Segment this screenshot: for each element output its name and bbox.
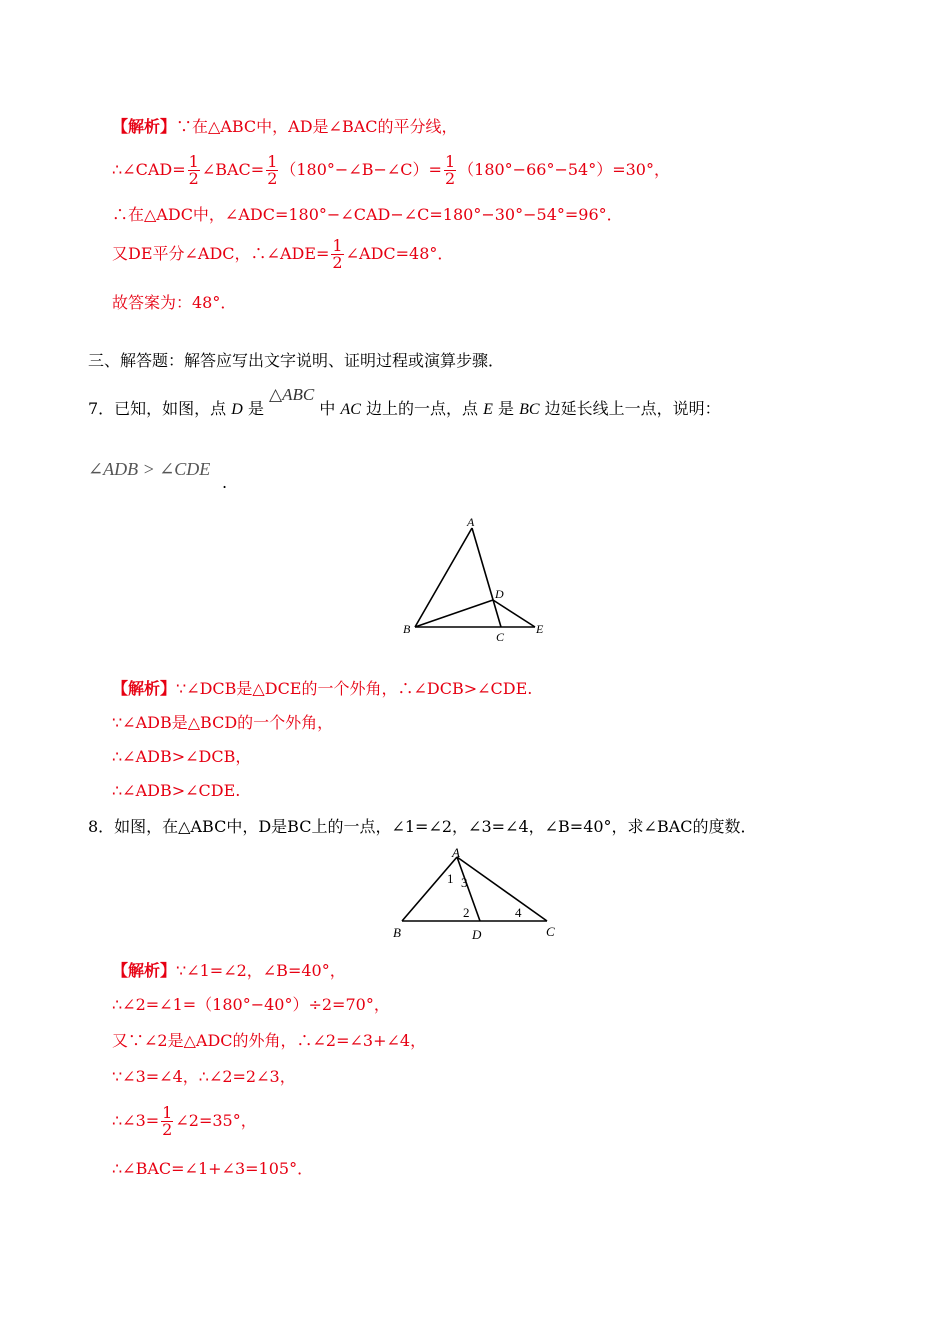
edge-ab [402, 857, 457, 921]
fraction-numerator: 1 [162, 1103, 173, 1122]
q7-sol-line1 [112, 678, 532, 700]
analysis-tag: 【解析】 [112, 117, 177, 136]
q8-question: 8．如图，在△ABC中，D是BC上的一点，∠1=∠2，∠3=∠4，∠B=40°，求∠BAC的度数． [88, 817, 757, 836]
s6-line3: ∴在△ADC中，∠ADC=180°−∠CAD−∠C=180°−30°−54°=96°． [112, 205, 623, 224]
q8-sol-line5-a: ∴∠3= [112, 1111, 160, 1130]
label-d: D [495, 587, 504, 601]
fraction-denominator: 2 [444, 169, 456, 188]
q7-triangle-figure [395, 510, 555, 650]
analysis-tag: 【解析】 [112, 961, 177, 980]
q8-sol-line5 [112, 1100, 257, 1142]
q8-sol-line2: ∴∠2=∠1=（180°−40°）÷2=70°， [112, 995, 390, 1014]
q7-point-d: D [231, 401, 243, 418]
s6-line1-text: ∵在△ABC中，AD是∠BAC的平分线， [176, 117, 458, 136]
label-a: A [452, 845, 460, 860]
label-c: C [496, 630, 505, 644]
q8-sol-line1-text: ∵∠1=∠2，∠B=40°， [176, 961, 346, 980]
q7-sol-line3: ∴∠ADB>∠DCB， [112, 747, 252, 766]
fraction [331, 238, 343, 271]
q7-triangle-abc: △ABC [269, 385, 315, 404]
q7-segment-ac: AC [340, 401, 361, 418]
q8-sol-line1 [112, 960, 346, 982]
section-heading: 三、解答题：解答应写出文字说明、证明过程或演算步骤． [88, 351, 505, 370]
fraction-numerator: 1 [332, 236, 343, 255]
label-e: E [536, 622, 544, 636]
q8-sol-line3: 又∵∠2是△ADC的外角，∴∠2=∠3+∠4， [112, 1031, 427, 1050]
angle-4-label: 4 [515, 905, 522, 920]
fraction-denominator: 2 [162, 1120, 173, 1139]
q7-text-e: 边上的一点，点 [365, 399, 478, 418]
s6-line2 [112, 150, 670, 190]
edge-ac [457, 857, 547, 921]
q7-sol-line2: ∵∠ADB是△BCD的一个外角， [112, 713, 334, 732]
s6-line2-b: ∠BAC= [201, 160, 265, 179]
q7-period: . [222, 473, 228, 492]
edge-ac [472, 528, 501, 627]
s6-line2-a: ∴∠CAD= [112, 160, 186, 179]
fraction-denominator: 2 [332, 253, 343, 272]
s6-line4-b: ∠ADC=48°． [345, 244, 454, 263]
s6-line4-a: 又DE平分∠ADC，∴∠ADE= [112, 244, 330, 263]
q8-sol-line5-b: ∠2=35°， [175, 1111, 257, 1130]
q7-sol-line1-text: ∵∠DCB是△DCE的一个外角，∴∠DCB>∠CDE. [176, 679, 533, 698]
label-d: D [472, 927, 482, 942]
label-b: B [403, 622, 411, 636]
fraction-numerator: 1 [267, 152, 278, 171]
q8-sol-line6: ∴∠BAC=∠1+∠3=105°． [112, 1159, 314, 1178]
q8-triangle-figure [390, 845, 565, 945]
fraction-numerator: 1 [188, 152, 199, 171]
fraction-numerator: 1 [444, 152, 456, 171]
fraction-denominator: 2 [188, 169, 199, 188]
s6-line2-c: （180°−∠B−∠C）= [280, 160, 442, 179]
q7-text-f: 是 [497, 399, 514, 418]
fraction [161, 1105, 173, 1138]
q8-sol-line4: ∵∠3=∠4，∴∠2=2∠3， [112, 1067, 296, 1086]
edge-ab [415, 528, 472, 627]
edge-bd [415, 600, 493, 627]
q7-sol-line4: ∴∠ADB>∠CDE. [112, 781, 241, 800]
label-a: A [467, 515, 475, 529]
fraction [444, 154, 456, 187]
angle-1-label: 1 [447, 871, 454, 886]
q7-text-b: 是 [247, 399, 264, 418]
q7-segment-bc: BC [519, 401, 540, 418]
fraction [266, 154, 278, 187]
s6-line2-d: （180°−66°−54°）=30°， [458, 160, 670, 179]
q7-question [88, 385, 721, 421]
angle-2-label: 2 [463, 905, 470, 920]
q7-point-e: E [483, 401, 493, 418]
analysis-tag: 【解析】 [112, 679, 177, 698]
q7-text-a: 7．已知，如图，点 [88, 399, 227, 418]
s6-line4 [112, 234, 453, 274]
label-b: B [393, 925, 401, 940]
q7-text-g: 边延长线上一点，说明： [544, 399, 721, 418]
fraction [188, 154, 200, 187]
s6-line1 [112, 116, 458, 138]
angle-3-label: 3 [461, 875, 468, 890]
q7-inequality: ∠ADB > ∠CDE [88, 459, 211, 479]
label-c: C [546, 924, 555, 939]
q7-text-c: 中 [319, 399, 336, 418]
fraction-denominator: 2 [267, 169, 278, 188]
s6-line5: 故答案为：48°． [112, 293, 237, 312]
